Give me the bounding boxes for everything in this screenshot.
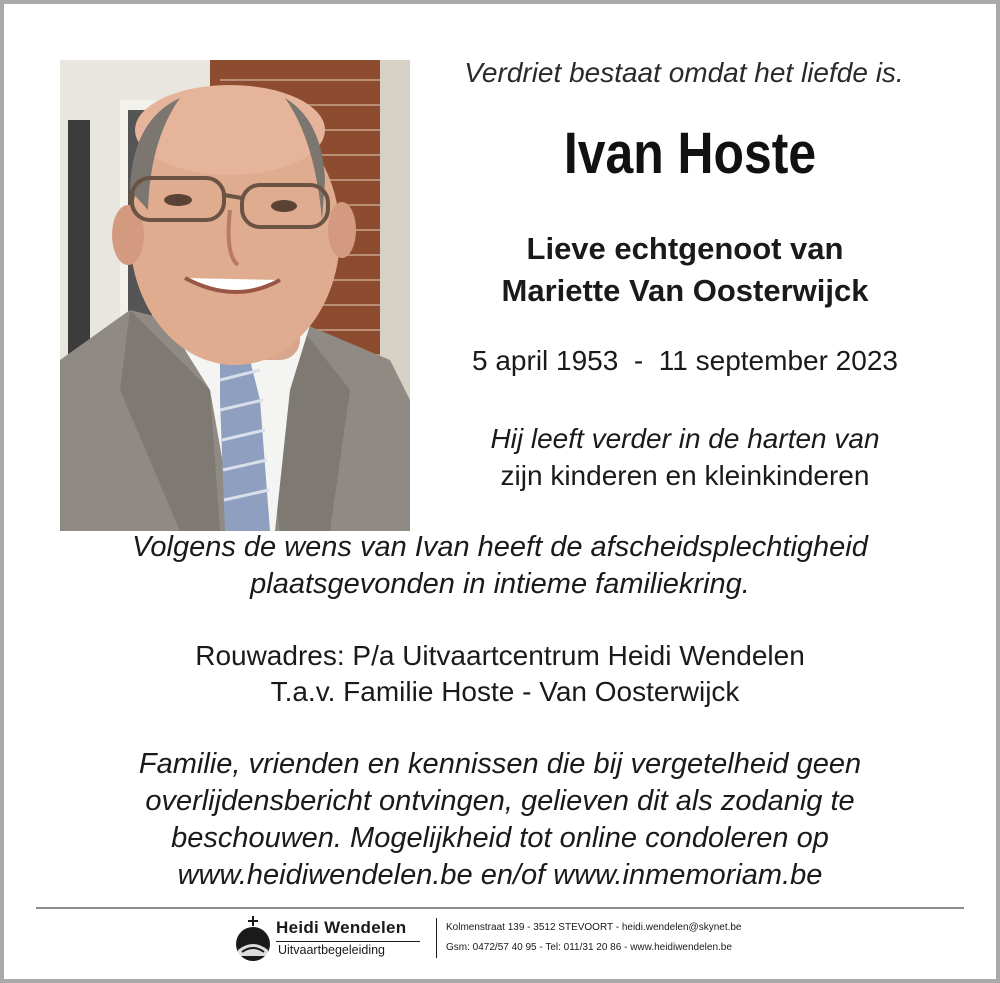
contact-line-1: Kolmenstraat 139 - 3512 STEVOORT - heidi.wendelen@skynet.be [446, 922, 742, 933]
hearts-line-1: Hij leeft verder in de harten van [490, 423, 880, 454]
notice-line-1: Familie, vrienden en kennissen die bij vergetelheid geen [138, 748, 862, 780]
notice-line-4: www.heidiwendelen.be en/of www.inmemoriam.be [177, 859, 823, 891]
farewell-line-2: plaatsgevonden in intieme familiekring. [250, 568, 750, 600]
deceased-name: Ivan Hoste [563, 121, 817, 186]
life-dates: 5 april 1953 - 11 september 2023 [472, 345, 898, 376]
brand-underline [276, 941, 420, 942]
notice-text [40, 746, 960, 894]
funeral-home-logo-icon [234, 916, 272, 962]
spouse-info [424, 228, 946, 312]
contact-line-2: Gsm: 0472/57 40 95 - Tel: 011/31 20 86 - www.heidiwendelen.be [446, 942, 732, 953]
spouse-line-1: Lieve echtgenoot van [526, 231, 844, 266]
portrait-photo [60, 60, 410, 531]
notice-line-2: overlijdensbericht ontvingen, gelieven dit als zodanig te [145, 785, 855, 817]
motto: Verdriet bestaat omdat het liefde is. [464, 57, 904, 88]
hearts-line-2: zijn kinderen en kleinkinderen [500, 460, 870, 491]
spouse-line-2: Mariette Van Oosterwijck [501, 273, 869, 308]
farewell-text [40, 529, 960, 603]
mourning-address [40, 638, 960, 710]
hearts-text [424, 420, 946, 494]
footer-separator [436, 918, 437, 958]
farewell-line-1: Volgens de wens van Ivan heeft de afscheidsplechtigheid [132, 531, 868, 563]
portrait-illustration [60, 60, 410, 531]
address-line-2: T.a.v. Familie Hoste - Van Oosterwijck [270, 676, 740, 707]
funeral-home-footer [232, 914, 792, 964]
funeral-home-tagline: Uitvaartbegeleiding [278, 943, 386, 957]
notice-line-3: beschouwen. Mogelijkheid tot online condoleren op [171, 822, 829, 854]
address-line-1: Rouwadres: P/a Uitvaartcentrum Heidi Wendelen [195, 640, 805, 671]
footer-divider [36, 907, 964, 909]
funeral-home-name: Heidi Wendelen [276, 918, 407, 937]
